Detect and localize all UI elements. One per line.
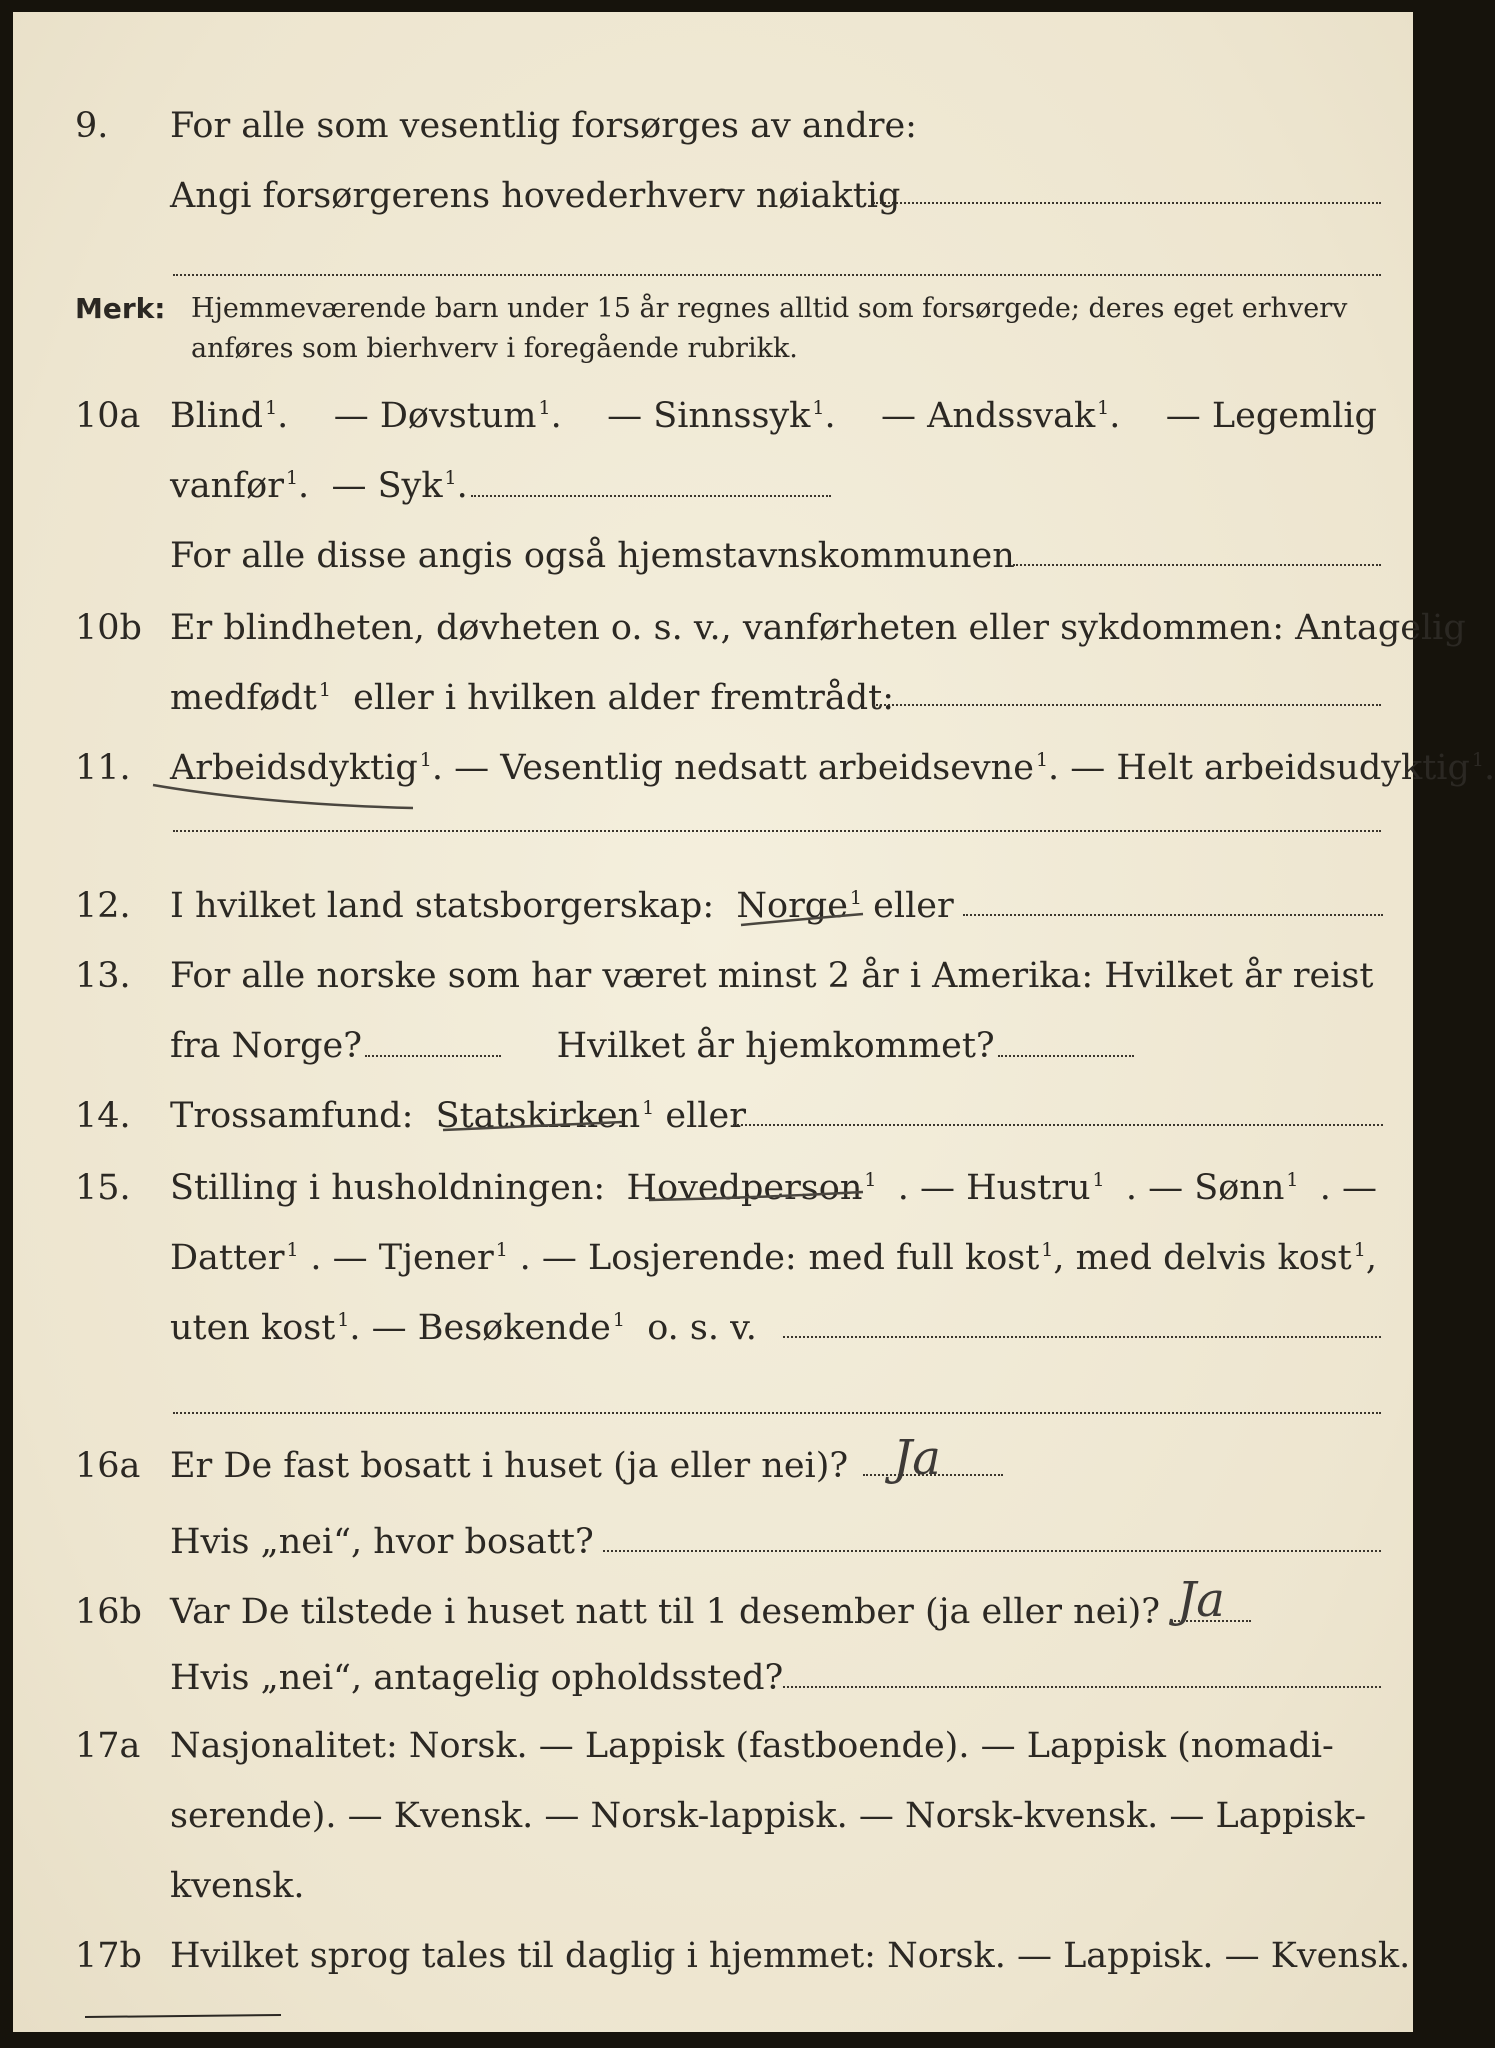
option-nedsatt[interactable]: . — Vesentlig nedsatt arbeidsevne bbox=[431, 748, 1034, 788]
q10a-syk-field[interactable] bbox=[471, 495, 831, 497]
q16b-number: 16b bbox=[75, 1592, 142, 1632]
q13-text: For alle norske som har været minst 2 år i Amerika: Hvilket år reist bbox=[170, 956, 1374, 996]
q13-line2-text: fra Norge? Hvilket år hjemkommet? bbox=[170, 1024, 1134, 1068]
q15-line2-text: Datter $^1$ . — Tjener $^1$ . — Losjerende: med full kost $^1$, med delvis kost $^1$, bbox=[170, 1238, 1377, 1278]
option-sinnssyk[interactable]: — Sinnssyk $^1$. bbox=[607, 396, 836, 436]
q9-answer-field-2[interactable] bbox=[173, 274, 1381, 276]
merk-text2: anføres som bierhverv i foregående rubrikk. bbox=[191, 333, 798, 364]
option-hovedperson[interactable]: Hovedperson bbox=[626, 1168, 863, 1208]
option-arbeidsdyktig[interactable]: Arbeidsdyktig bbox=[170, 748, 418, 788]
q16b-if-no-label: Hvis „nei“, antagelig opholdssted? bbox=[170, 1658, 784, 1698]
q16a-text: Er De fast bosatt i huset (ja eller nei)? bbox=[170, 1446, 849, 1486]
option-dovstum[interactable]: — Døvstum $^1$. bbox=[333, 396, 562, 436]
q13-left-year-field[interactable] bbox=[365, 1055, 501, 1057]
option-norge[interactable]: Norge bbox=[736, 886, 848, 926]
merk-text1: Hjemmeværende barn under 15 år regnes alltid som forsørgede; deres eget erhverv bbox=[191, 293, 1348, 324]
q17a-number: 17a bbox=[75, 1726, 141, 1766]
option-statskirken[interactable]: Statskirken bbox=[435, 1096, 641, 1136]
footnote-rule bbox=[85, 2015, 281, 2017]
q16a-residence-field[interactable] bbox=[603, 1550, 1381, 1552]
q12-answer-field[interactable] bbox=[963, 914, 1383, 916]
q14-text: Trossamfund: Statskirken $^1$ eller bbox=[170, 1096, 746, 1136]
q9-provider-label: Angi forsørgerens hovederhverv nøiaktig bbox=[170, 176, 901, 216]
q13-return-year-field[interactable] bbox=[998, 1055, 1134, 1057]
option-besokende[interactable]: . — Besøkende bbox=[349, 1308, 611, 1348]
census-form-page bbox=[13, 12, 1495, 2032]
option-tjener[interactable]: . — Tjener bbox=[310, 1238, 494, 1278]
q11-answer-field[interactable] bbox=[173, 830, 1381, 832]
q17b-text: Hvilket sprog tales til daglig i hjemmet: Norsk. — Lappisk. — Kvensk. bbox=[170, 1936, 1411, 1976]
q16a-if-no-label: Hvis „nei“, hvor bosatt? bbox=[170, 1522, 594, 1562]
q17a-text3: kvensk. bbox=[170, 1866, 305, 1906]
q15-answer-field-2[interactable] bbox=[173, 1412, 1381, 1414]
q13-number: 13. bbox=[75, 956, 131, 996]
q10a-number: 10a bbox=[75, 396, 141, 436]
q16b-location-field[interactable] bbox=[783, 1686, 1381, 1688]
q10a-options bbox=[170, 394, 1377, 438]
q14-number: 14. bbox=[75, 1096, 131, 1136]
q16b-handwritten-answer: Ja bbox=[1177, 1572, 1225, 1628]
q12-text: I hvilket land statsborgerskap: Norge $^1$ eller bbox=[170, 886, 954, 926]
merk-label: Merk: bbox=[75, 292, 166, 325]
q10b-line2-text: medfødt $^1$ eller i hvilken alder fremtrådt: bbox=[170, 678, 894, 718]
option-sonn[interactable]: . — Sønn bbox=[1125, 1168, 1285, 1208]
q11-options: Arbeidsdyktig $^1$. — Vesentlig nedsatt arbeidsevne $^1$. — Helt arbeidsudyktig $^1$. bbox=[170, 748, 1495, 788]
q10a-hometown-label: For alle disse angis også hjemstavnskommunen bbox=[170, 536, 1015, 576]
option-syk[interactable]: — Syk bbox=[331, 466, 443, 506]
q17a-text2: serende). — Kvensk. — Norsk-lappisk. — Norsk-kvensk. — Lappisk- bbox=[170, 1796, 1367, 1836]
q11-number: 11. bbox=[75, 748, 131, 788]
q16a-handwritten-answer: Ja bbox=[893, 1430, 941, 1486]
q14-answer-field[interactable] bbox=[733, 1124, 1383, 1126]
q15-answer-field[interactable] bbox=[783, 1336, 1381, 1338]
q12-number: 12. bbox=[75, 886, 131, 926]
option-udyktig[interactable]: . — Helt arbeidsudyktig bbox=[1048, 748, 1470, 788]
q17a-text1: Nasjonalitet: Norsk. — Lappisk (fastboende). — Lappisk (nomadi- bbox=[170, 1726, 1334, 1766]
q16b-text: Var De tilstede i huset natt til 1 desember (ja eller nei)? bbox=[170, 1592, 1161, 1632]
option-datter[interactable]: Datter bbox=[170, 1238, 285, 1278]
option-full-kost[interactable]: med full kost bbox=[808, 1238, 1040, 1278]
option-medfodt[interactable]: medfødt bbox=[170, 678, 317, 718]
q10b-text: Er blindheten, døvheten o. s. v., vanførheten eller sykdommen: Antagelig bbox=[170, 608, 1466, 648]
q10b-answer-field[interactable] bbox=[873, 704, 1381, 706]
q10a-line2-text: vanfør $^1$. — Syk $^1$. bbox=[170, 464, 831, 508]
q16a-number: 16a bbox=[75, 1446, 141, 1486]
q17b-number: 17b bbox=[75, 1936, 142, 1976]
q10b-number: 10b bbox=[75, 608, 142, 648]
q15-line3-text: uten kost $^1$. — Besøkende $^1$ o. s. v. bbox=[170, 1308, 757, 1348]
q9-text: For alle som vesentlig forsørges av andre: bbox=[170, 106, 917, 146]
q10a-hometown-field[interactable] bbox=[1013, 564, 1381, 566]
option-blind[interactable]: Blind $^1$. bbox=[170, 396, 289, 436]
option-uten-kost[interactable]: uten kost bbox=[170, 1308, 336, 1348]
option-vanfor[interactable]: vanfør bbox=[170, 466, 284, 506]
q9-number: 9. bbox=[75, 106, 109, 146]
option-delvis-kost[interactable]: , med delvis kost bbox=[1053, 1238, 1352, 1278]
q15-number: 15. bbox=[75, 1168, 131, 1208]
option-hustru[interactable]: . — Hustru bbox=[897, 1168, 1091, 1208]
option-legemlig[interactable]: — Legemlig bbox=[1165, 396, 1377, 436]
q9-answer-field[interactable] bbox=[873, 202, 1381, 204]
option-andssvak[interactable]: — Andssvak $^1$. bbox=[881, 396, 1121, 436]
q15-line1-text: Stilling i husholdningen: Hovedperson $^1$ . — Hustru $^1$ . — Sønn $^1$ . — bbox=[170, 1168, 1377, 1208]
